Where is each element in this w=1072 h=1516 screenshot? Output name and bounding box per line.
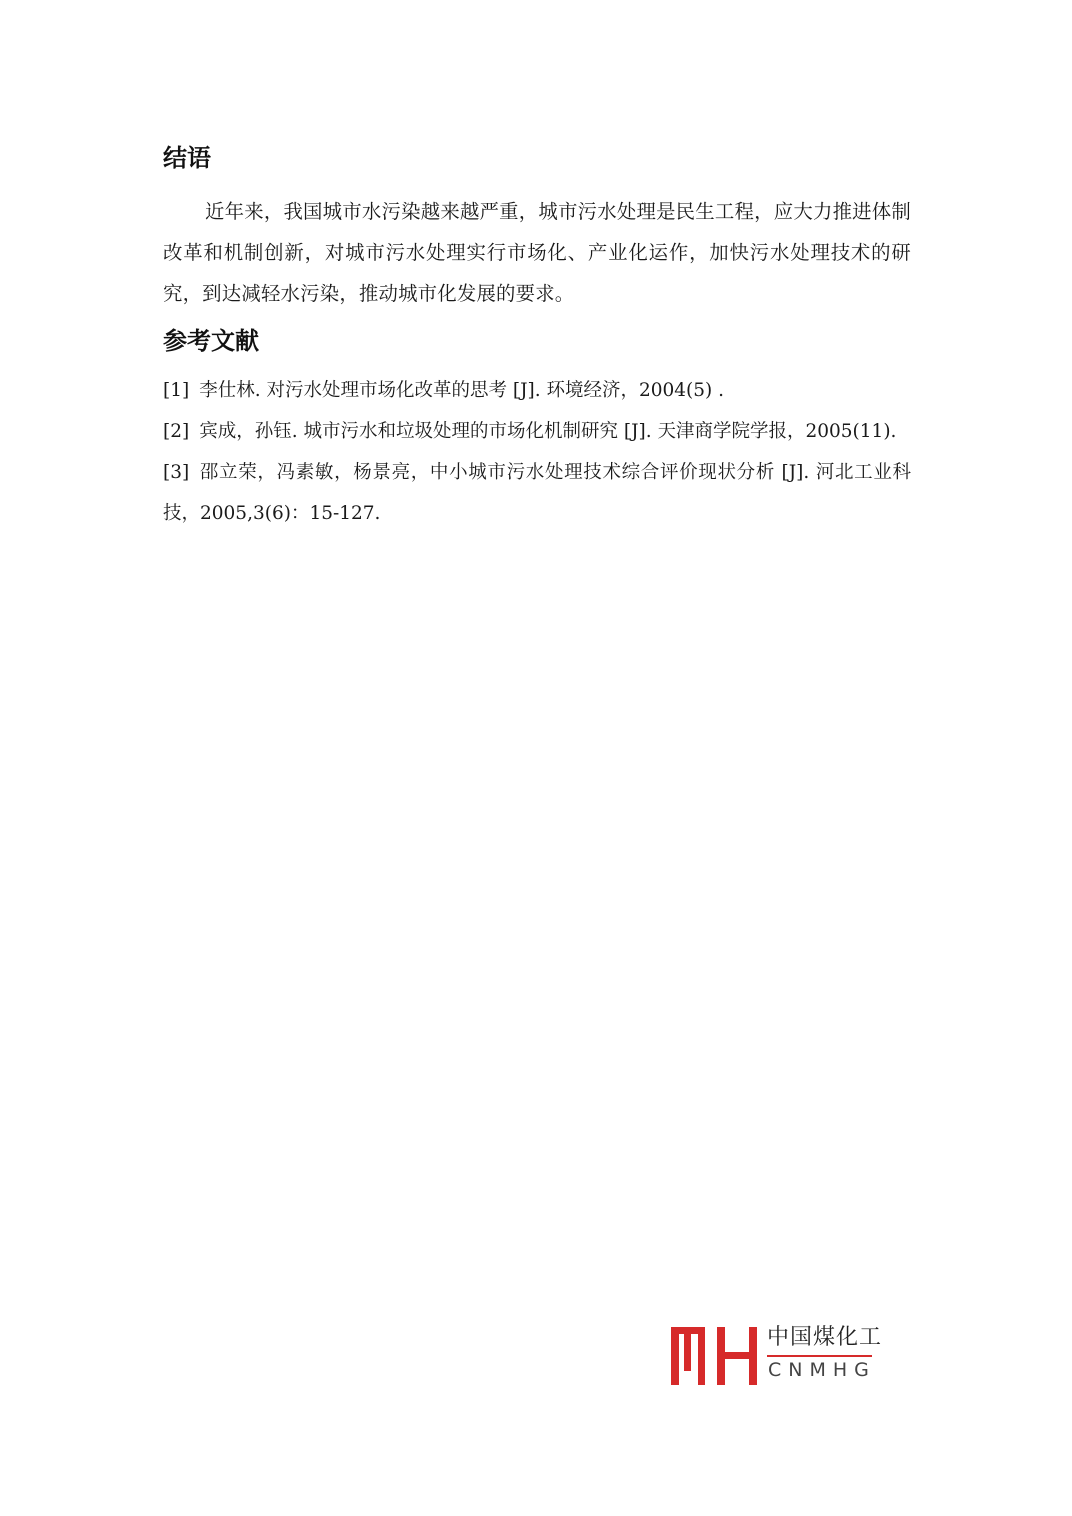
reference-list	[163, 370, 911, 534]
reference-text: 宾成，孙钰. 城市污水和垃圾处理的市场化机制研究 [J]. 天津商学院学报，2005(11).	[199, 421, 897, 442]
conclusion-heading: 结语	[163, 144, 211, 172]
logo-divider	[767, 1355, 872, 1357]
reference-number: [2]	[163, 421, 190, 442]
reference-item-3	[163, 452, 911, 534]
references-heading: 参考文献	[163, 327, 259, 355]
reference-text: 邵立荣，冯素敏，杨景亮，中小城市污水处理技术综合评价现状分析 [J]. 河北工业科技，2005,3(6)：15-127.	[163, 462, 911, 524]
reference-item-2	[163, 411, 911, 452]
logo-chinese-name: 中国煤化工	[767, 1325, 883, 1350]
reference-number: [3]	[163, 462, 190, 483]
reference-text: 李仕林. 对污水处理市场化改革的思考 [J]. 环境经济，2004(5) .	[199, 380, 725, 401]
conclusion-paragraph: 近年来，我国城市水污染越来越严重，城市污水处理是民生工程，应大力推进体制改革和机制创新，对城市污水处理实行市场化、产业化运作，加快污水处理技术的研究，到达减轻水污染，推动城市化发展的要求。	[163, 200, 911, 305]
reference-number: [1]	[163, 380, 190, 401]
mh-logo-mark-icon	[671, 1325, 761, 1387]
reference-item-1	[163, 370, 911, 411]
cnmhg-logo	[671, 1325, 881, 1387]
logo-english-name: CNMHG	[768, 1359, 876, 1381]
